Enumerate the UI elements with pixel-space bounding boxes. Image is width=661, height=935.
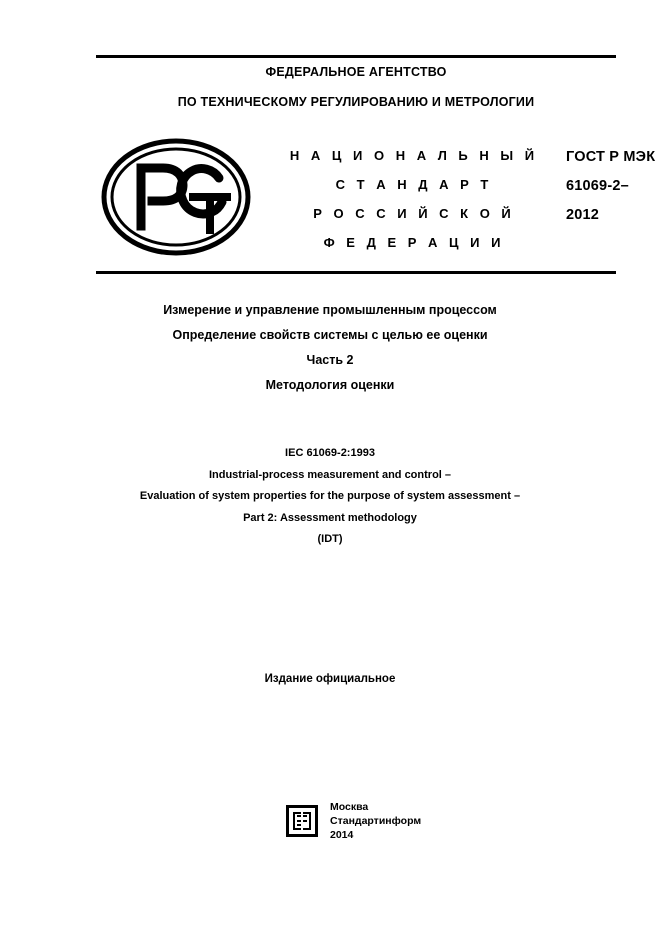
standard-number (566, 143, 661, 230)
english-title (40, 443, 620, 551)
english-title-line-4: Part 2: Assessment methodology (243, 511, 417, 524)
gost-r-emblem-icon (101, 138, 251, 256)
agency-line-2: ПО ТЕХНИЧЕСКОМУ РЕГУЛИРОВАНИЮ И МЕТРОЛОГИИ (177, 95, 535, 109)
russian-title (60, 298, 600, 398)
english-title-line-2: Industrial-process measurement and control – (208, 468, 452, 481)
agency-line-1: ФЕДЕРАЛЬНОЕ АГЕНТСТВО (265, 65, 447, 79)
national-standard-line-2: С Т А Н Д А Р Т (335, 177, 493, 192)
national-standard-line-1: Н А Ц И О Н А Л Ь Н Ы Й (289, 148, 539, 163)
national-standard-line-4: Ф Е Д Е Р А Ц И И (323, 235, 505, 250)
russian-title-line-3: Часть 2 (306, 353, 354, 367)
national-standard-line-3: Р О С С И Й С К О Й (313, 206, 515, 221)
agency-header (96, 57, 616, 117)
national-standard-title (264, 141, 564, 257)
standard-identity-block (96, 133, 656, 265)
standard-number-line-3: 2012 (566, 207, 600, 223)
publisher-year: 2014 (330, 829, 354, 841)
english-title-line-3: Evaluation of system properties for the purpose of system assessment – (139, 490, 521, 502)
official-edition-note: Издание официальное (264, 673, 396, 685)
russian-title-line-1: Измерение и управление промышленным процессом (163, 303, 497, 317)
english-title-line-5: (IDT) (317, 533, 343, 545)
publisher-name: Стандартинформ (330, 815, 422, 827)
publisher-city: Москва (330, 801, 369, 813)
russian-title-line-4: Методология оценки (265, 378, 395, 392)
standartinform-logo-icon (285, 804, 319, 838)
standard-number-line-1: ГОСТ Р МЭК (566, 149, 656, 165)
standard-number-line-2: 61069-2– (566, 178, 629, 194)
english-title-line-1: IEC 61069-2:1993 (285, 447, 375, 459)
header-divider-bottom (96, 271, 616, 274)
russian-title-line-2: Определение свойств системы с целью ее оценки (172, 328, 488, 342)
publisher-text (330, 800, 460, 842)
publisher-block (230, 800, 460, 860)
